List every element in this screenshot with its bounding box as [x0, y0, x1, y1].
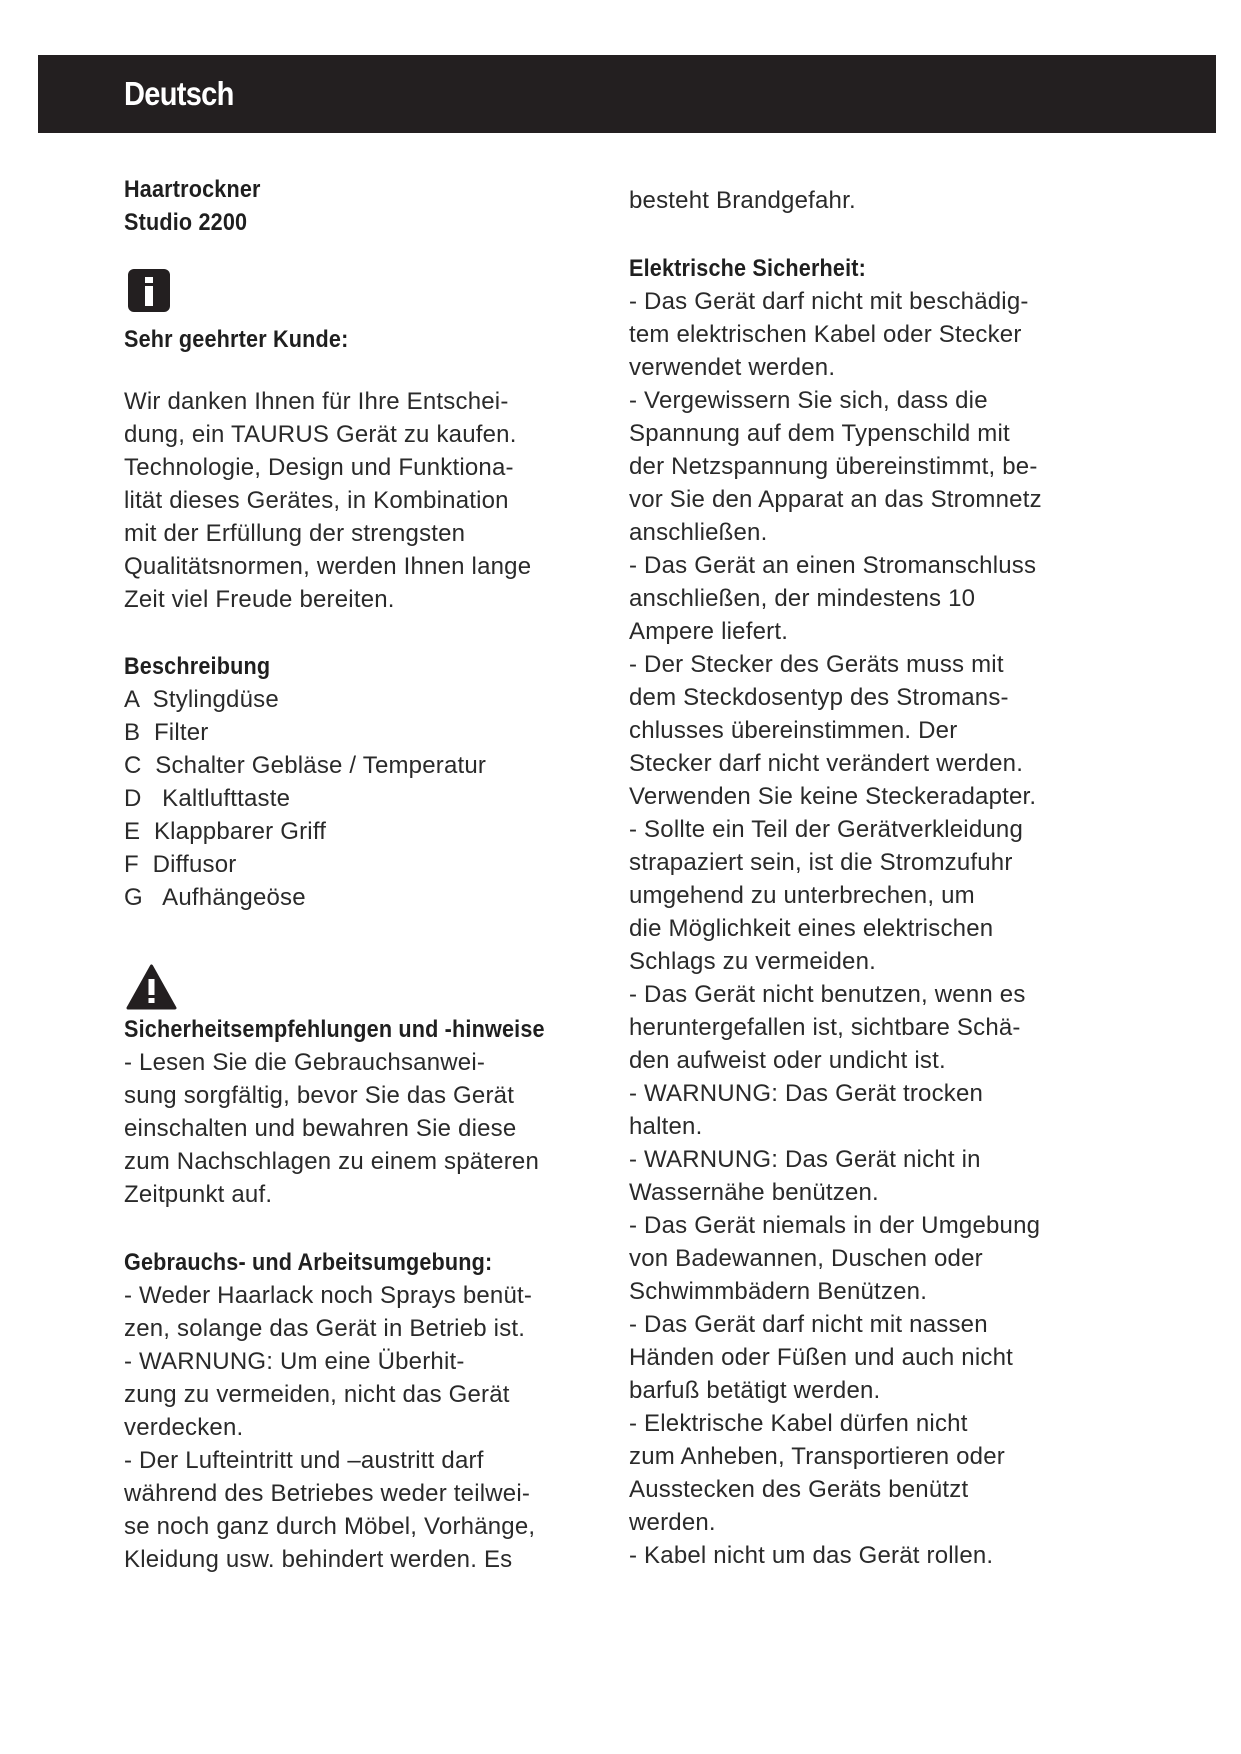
electrical-line: barfuß betätigt werden.	[629, 1377, 881, 1404]
electrical-line: - Der Stecker des Geräts muss mit	[629, 651, 1004, 678]
electrical-line: die Möglichkeit eines elektrischen	[629, 915, 994, 942]
electrical-line: halten.	[629, 1113, 703, 1140]
environment-lines	[124, 1279, 535, 1576]
safety-line: Zeitpunkt auf.	[124, 1181, 273, 1208]
electrical-lines	[629, 285, 1042, 1572]
safety-section	[124, 1013, 591, 1211]
intro-line: Technologie, Design und Funktiona-	[124, 454, 514, 481]
warning-icon	[126, 964, 177, 1010]
environment-line: - Der Lufteintritt und –austritt darf	[124, 1447, 484, 1474]
electrical-line: Ampere liefert.	[629, 618, 789, 645]
electrical-line: Ausstecken des Geräts benützt	[629, 1476, 969, 1503]
electrical-line: Spannung auf dem Typenschild mit	[629, 420, 1010, 447]
intro-line: Wir danken Ihnen für Ihre Entschei-	[124, 388, 509, 415]
electrical-line: anschließen.	[629, 519, 768, 546]
electrical-line: - Elektrische Kabel dürfen nicht	[629, 1410, 968, 1437]
electrical-line: - Das Gerät nicht benutzen, wenn es	[629, 981, 1026, 1008]
safety-line: zum Nachschlagen zu einem späteren	[124, 1148, 540, 1175]
electrical-line: Stecker darf nicht verändert werden.	[629, 750, 1024, 777]
safety-lines	[124, 1046, 591, 1211]
electrical-line: zum Anheben, Transportieren oder	[629, 1443, 1005, 1470]
electrical-line: - Das Gerät an einen Stromanschluss	[629, 552, 1037, 579]
electrical-line: vor Sie den Apparat an das Stromnetz	[629, 486, 1042, 513]
electrical-line: der Netzspannung übereinstimmt, be-	[629, 453, 1038, 480]
environment-line: se noch ganz durch Möbel, Vorhänge,	[124, 1513, 536, 1540]
intro-line: mit der Erfüllung der strengsten	[124, 520, 466, 547]
language-title: Deutsch	[124, 75, 234, 112]
intro-line: lität dieses Gerätes, in Kombination	[124, 487, 509, 514]
electrical-line: - Das Gerät darf nicht mit nassen	[629, 1311, 988, 1338]
intro-heading: Sehr geehrter Kunde:	[124, 326, 349, 353]
electrical-line: anschließen, der mindestens 10	[629, 585, 976, 612]
environment-line: Kleidung usw. behindert werden. Es	[124, 1546, 513, 1573]
environment-line: während des Betriebes weder teilwei-	[124, 1480, 531, 1507]
environment-section	[124, 1246, 535, 1576]
electrical-line: strapaziert sein, ist die Stromzufuhr	[629, 849, 1013, 876]
product-title	[124, 173, 276, 239]
description-item: F Diffusor	[124, 851, 237, 878]
intro-line: Zeit viel Freude bereiten.	[124, 586, 395, 613]
electrical-line: - Vergewissern Sie sich, dass die	[629, 387, 988, 414]
intro-line: dung, ein TAURUS Gerät zu kaufen.	[124, 421, 517, 448]
electrical-line: Verwenden Sie keine Steckeradapter.	[629, 783, 1037, 810]
description-item: E Klappbarer Griff	[124, 818, 327, 845]
intro-lines	[124, 385, 531, 616]
info-icon	[127, 268, 171, 313]
electrical-line: - Kabel nicht um das Gerät rollen.	[629, 1542, 994, 1569]
electrical-line: umgehend zu unterbrechen, um	[629, 882, 975, 909]
description-item: D Kaltlufttaste	[124, 785, 291, 812]
electrical-line: werden.	[629, 1509, 716, 1536]
intro-section	[124, 323, 531, 616]
electrical-line: Schlags zu vermeiden.	[629, 948, 876, 975]
description-item: C Schalter Gebläse / Temperatur	[124, 752, 487, 779]
description-section	[124, 650, 486, 914]
electrical-line: Wassernähe benützen.	[629, 1179, 879, 1206]
intro-line: Qualitätsnormen, werden Ihnen lange	[124, 553, 532, 580]
electrical-line: - WARNUNG: Das Gerät trocken	[629, 1080, 984, 1107]
electrical-line: heruntergefallen ist, sichtbare Schä-	[629, 1014, 1021, 1041]
electrical-line: den aufweist oder undicht ist.	[629, 1047, 946, 1074]
environment-heading: Gebrauchs- und Arbeitsumgebung:	[124, 1249, 493, 1276]
electrical-line: Schwimmbädern Benützen.	[629, 1278, 928, 1305]
electrical-section	[629, 252, 1042, 1572]
environment-line: zung zu vermeiden, nicht das Gerät	[124, 1381, 510, 1408]
continuation-text	[629, 184, 856, 217]
product-model: Studio 2200	[124, 209, 248, 236]
electrical-line: - WARNUNG: Das Gerät nicht in	[629, 1146, 981, 1173]
electrical-line: verwendet werden.	[629, 354, 836, 381]
environment-line: zen, solange das Gerät in Betrieb ist.	[124, 1315, 526, 1342]
safety-line: einschalten und bewahren Sie diese	[124, 1115, 517, 1142]
safety-line: sung sorgfältig, bevor Sie das Gerät	[124, 1082, 515, 1109]
environment-line: - Weder Haarlack noch Sprays benüt-	[124, 1282, 533, 1309]
safety-heading: Sicherheitsempfehlungen und -hinweise	[124, 1016, 545, 1043]
electrical-line: dem Steckdosentyp des Stromans-	[629, 684, 1009, 711]
electrical-line: tem elektrischen Kabel oder Stecker	[629, 321, 1022, 348]
safety-line: - Lesen Sie die Gebrauchsanwei-	[124, 1049, 486, 1076]
description-items	[124, 683, 486, 914]
electrical-heading: Elektrische Sicherheit:	[629, 255, 867, 282]
description-item: A Stylingdüse	[124, 686, 279, 713]
environment-line: - WARNUNG: Um eine Überhit-	[124, 1348, 465, 1375]
electrical-line: Händen oder Füßen und auch nicht	[629, 1344, 1013, 1371]
description-heading: Beschreibung	[124, 653, 271, 680]
electrical-line: von Badewannen, Duschen oder	[629, 1245, 983, 1272]
language-header-bar	[38, 55, 1216, 133]
continuation-line: besteht Brandgefahr.	[629, 187, 856, 214]
product-name: Haartrockner	[124, 176, 261, 203]
description-item: G Aufhängeöse	[124, 884, 306, 911]
environment-line: verdecken.	[124, 1414, 244, 1441]
electrical-line: - Das Gerät niemals in der Umgebung	[629, 1212, 1041, 1239]
electrical-line: - Das Gerät darf nicht mit beschädig-	[629, 288, 1029, 315]
electrical-line: - Sollte ein Teil der Gerätverkleidung	[629, 816, 1024, 843]
electrical-line: chlusses übereinstimmen. Der	[629, 717, 958, 744]
description-item: B Filter	[124, 719, 209, 746]
